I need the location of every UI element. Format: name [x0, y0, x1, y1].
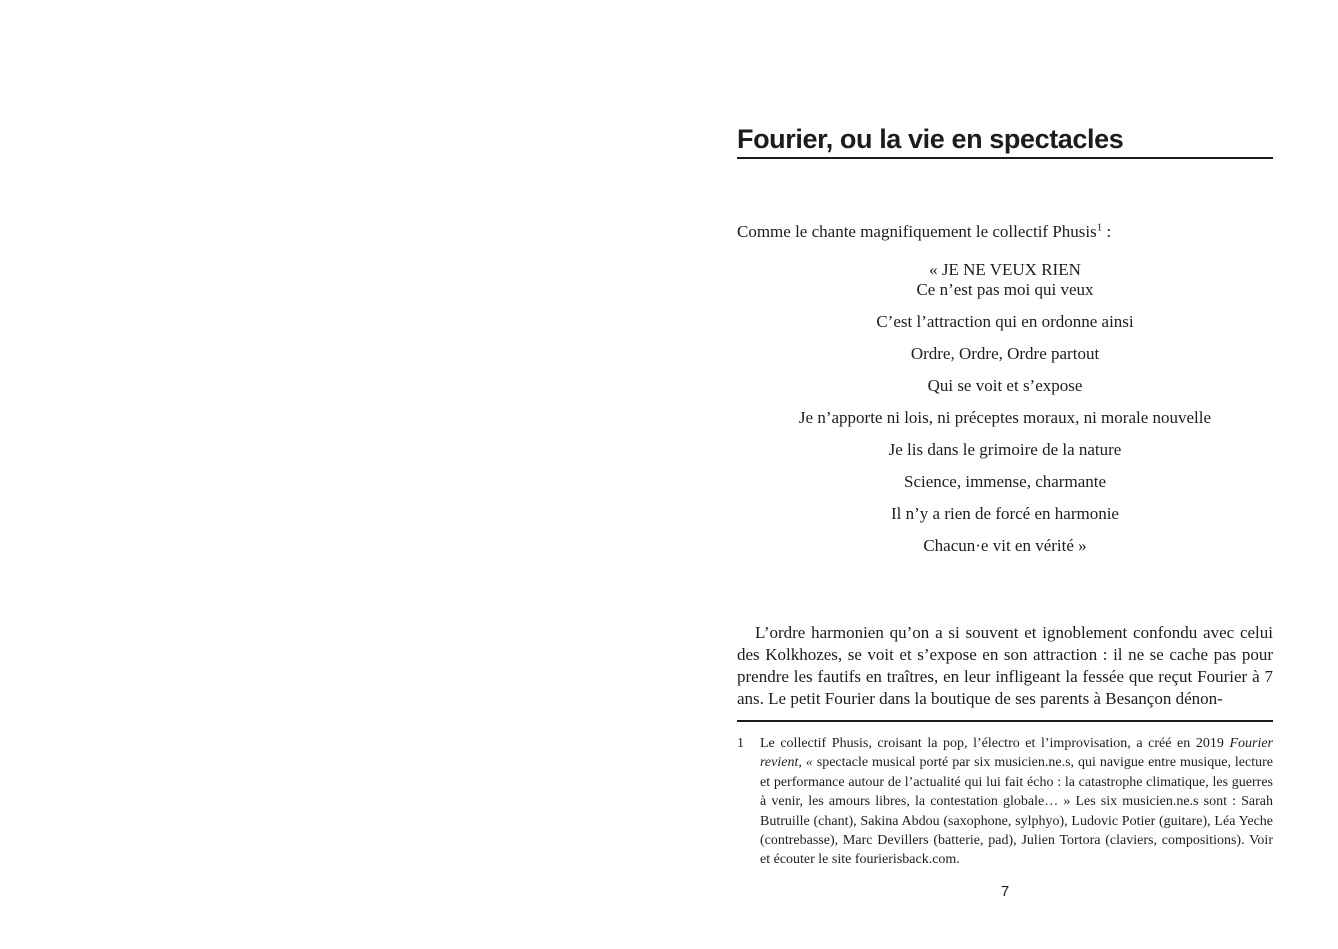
footnote-text-italic: Fourier revient, «	[760, 736, 1273, 771]
poem-line: Il n’y a rien de forcé en harmonie	[891, 504, 1119, 523]
poem-line: Qui se voit et s’expose	[927, 376, 1083, 395]
poem-line: Je n’apporte ni lois, ni préceptes moraux, ni morale nouvelle	[798, 408, 1212, 427]
poem-line: Ce n’est pas moi qui veux	[916, 280, 1094, 299]
body-paragraph: L’ordre harmonien qu’on a si souvent et ignoblement confondu avec celui des Kolkhozes, se voit et s’expose en son attraction : il ne se cache pas pour prendre les fautifs en traîtres, en leur infligeant la fessée que reçut Fourier à 7 ans. Le petit Fourier dans la boutique de ses parents à Besançon dénon-	[737, 623, 1273, 708]
footnote-section	[737, 720, 1273, 870]
footnote-text-part1: Le collectif Phusis, croisant la pop, l’électro et l’improvisation, a créé en 2019	[760, 736, 1230, 751]
intro-suffix: :	[1102, 222, 1112, 241]
footnote-reference: 1	[1096, 221, 1103, 234]
footnote-number: 1	[737, 736, 744, 751]
intro-sentence	[737, 221, 1273, 242]
poem-line: « JE NE VEUX RIEN	[929, 260, 1081, 279]
intro-text: Comme le chante magnifiquement le collectif Phusis	[737, 222, 1097, 241]
poem-line: Science, immense, charmante	[903, 472, 1107, 491]
text-column	[737, 0, 1273, 900]
footnote-text-part2: spectacle musical porté par six musicien.ne.s, qui navigue entre musique, lecture et performance autour de l’actualité qui lui fait écho : la catastrophe climatique, les guerres à venir, les amours libres, la contestation globale… » Les six musicien.ne.s sont : Sarah Butruille (chant), Sakina Abdou (saxophone, sylphyo), Ludovic Potier (guitare), Léa Yeche (contrebasse), Marc Devillers (batterie, pad), Julien Tortora (claviers, compositions). Voir et écouter le site fourierisback.com.	[760, 755, 1273, 868]
footnote	[737, 734, 1273, 870]
poem-line: Chacun·e vit en vérité »	[923, 536, 1087, 555]
poem-line: Je lis dans le grimoire de la nature	[888, 440, 1122, 459]
chapter-title: Fourier, ou la vie en spectacles	[737, 124, 1273, 159]
poem-line: Ordre, Ordre, Ordre partout	[910, 344, 1100, 363]
poem-line: C’est l’attraction qui en ordonne ainsi	[876, 312, 1134, 331]
poem	[737, 260, 1273, 556]
page-number: 7	[1000, 882, 1010, 900]
